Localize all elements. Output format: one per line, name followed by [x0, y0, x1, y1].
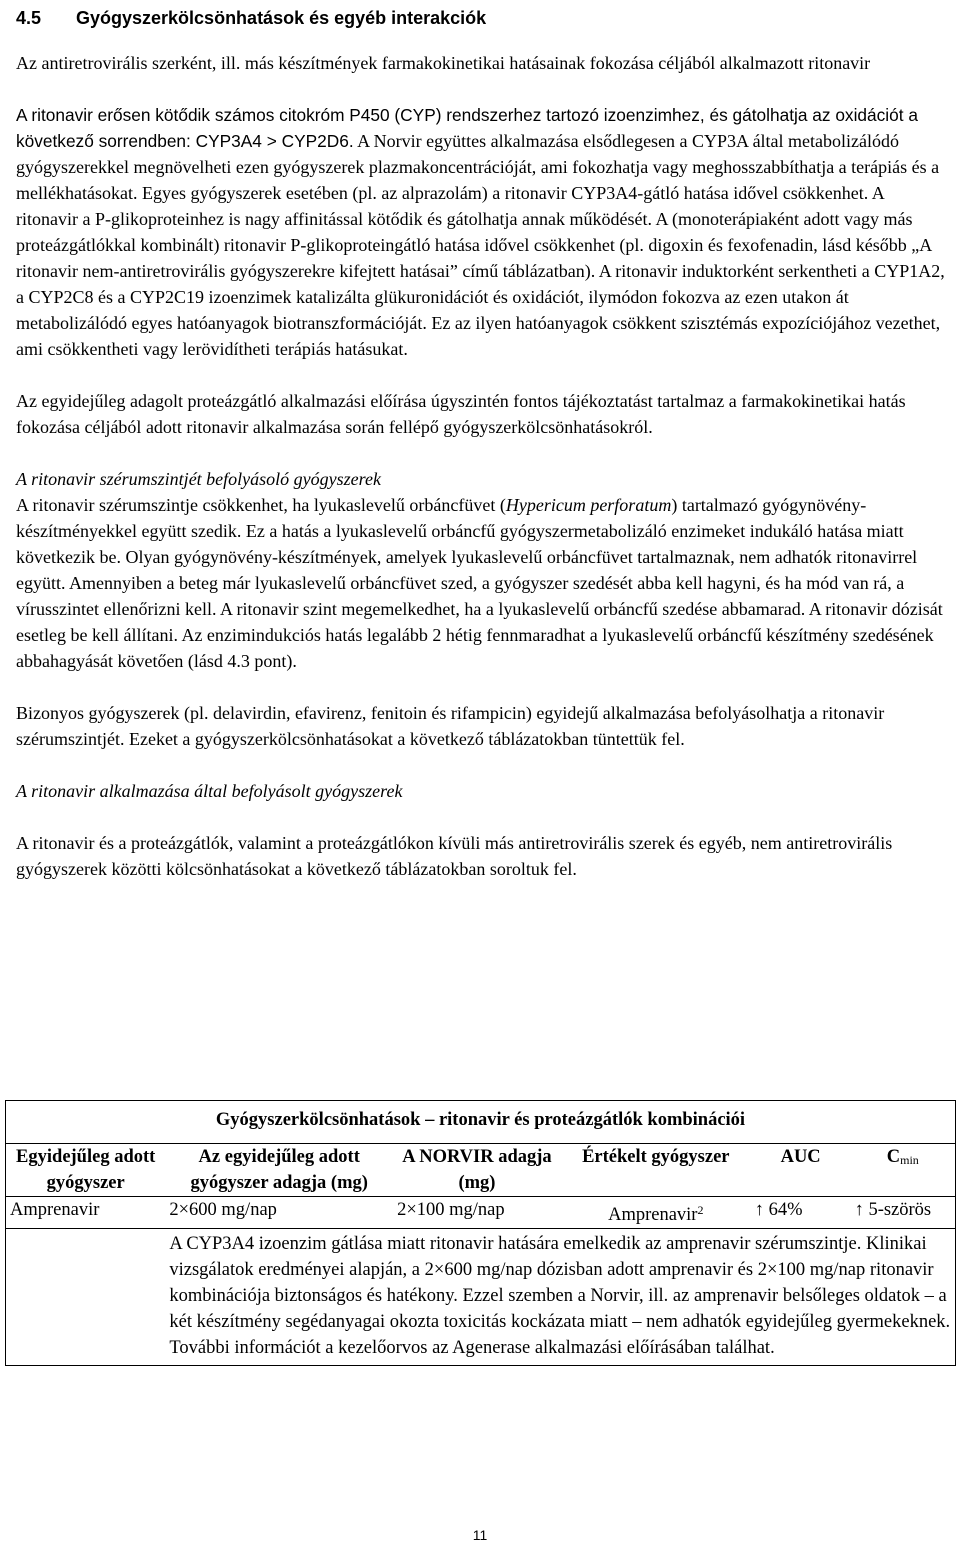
cell-evaluated-name: Amprenavir — [608, 1205, 698, 1225]
cell-norvir-dose: 2×100 mg/nap — [393, 1197, 561, 1229]
table-note: A CYP3A4 izoenzim gátlása miatt ritonavir hatására emelkedik az amprenavir szérumszintje. Klinikai vizsgálatok eredményei alapján, a 2×600 mg/nap dózisban adott amprenavir és 2×100 mg/nap ritonavir kombinációja biztonságos és hatékony. Ezzel szemben a Norvir, ill. az amprenavir belsőleges oldatok – a két készítmény segédanyagai okozta toxicitás kockázata miatt – nem adhatók egyidejűleg gyermekeknek. További információt a kezelőorvos az Agenerase alkalmazási előírásában találhat. — [165, 1229, 955, 1366]
cell-cmin-value: 5-szörös — [868, 1200, 932, 1220]
paragraph-interactions-tables: A ritonavir és a proteázgátlók, valamint a proteázgátlókon kívüli más antiretrovirális szerek és egyéb, nem antiretrovirális gyógyszerek közötti kölcsönhatásokat a következő táblázatokban soroltuk fel. — [16, 833, 893, 879]
species-name: Hypericum perforatum — [505, 495, 672, 515]
intro-heading: Az antiretrovirális szerként, ill. más készítmények farmakokinetikai hatásainak fokozása céljából alkalmazott ritonavir — [16, 53, 871, 73]
cell-auc-value: 64% — [768, 1200, 803, 1220]
para3-part-a: A ritonavir szérumszintje csökkenhet, ha lyukaslevelű orbáncfüvet ( — [16, 495, 506, 515]
table-row — [6, 1197, 956, 1229]
cell-evaluated-footnote: 2 — [697, 1203, 704, 1217]
cell-drug: Amprenavir — [6, 1197, 166, 1229]
subheading-affected-drugs: A ritonavir alkalmazása által befolyásolt gyógyszerek — [16, 781, 403, 801]
section-number: 4.5 — [16, 8, 42, 28]
header-auc: AUC — [751, 1144, 851, 1197]
table-header-row — [6, 1144, 956, 1197]
header-drug: Egyidejűleg adott gyógyszer — [6, 1144, 166, 1197]
header-cmin — [851, 1144, 956, 1197]
paragraph-cyp-rest: A Norvir együttes alkalmazása elsődlegesen a CYP3A által metabolizálódó gyógyszerekkel megnövelheti ezen gyógyszerek plazmakoncentrációját, ami fokozhatja vagy meghosszabbíthatja a terápiás és a mellékhatásokat. Egyes gyógyszerek esetében (pl. az alprazolám) a ritonavir CYP3A4-gátló hatása idővel csökkenhet. A ritonavir a P-glikoproteinhez is nagy affinitással kötődik és gátolhatja annak működését. A (monoterápiaként adott vagy más proteázgátlókkal kombinált) ritonavir P-glikoproteingátló hatása idővel csökkenhet (pl. digoxin és fexofenadin, lásd később „A ritonavir nem-antiretrovirális gyógyszerekre kifejtett hatásai” című táblázatban). A ritonavir induktorként serkentheti a CYP1A2, a CYP2C8 és a CYP2C19 izoenzimek katalizálta glükuronidációt és oxidációt, ilymódon fokozva az ezen utakon át metabolizálódó egyes hatóanyagok biotranszformációját. Ez az ilyen hatóanyagok csökkent szisztémás expozíciójához vezethet, ami csökkentheti vagy lerövidítheti terápiás hatásukat. — [16, 131, 945, 359]
interaction-table — [5, 1100, 956, 1366]
table-caption: Gyógyszerkölcsönhatások – ritonavir és proteázgátlók kombinációi — [6, 1101, 956, 1144]
header-norvir-dose: A NORVIR adagja (mg) — [393, 1144, 561, 1197]
cmin-arrow-icon: ↑ — [854, 1200, 864, 1220]
subheading-serum-level: A ritonavir szérumszintjét befolyásoló gyógyszerek — [16, 469, 381, 489]
paragraph-coadministered: Az egyidejűleg adagolt proteázgátló alkalmazási előírása úgyszintén fontos tájékoztatást tartalmaz a farmakokinetikai hatás fokozása céljából adott ritonavir alkalmazása során fellépő gyógyszerkölcsönhatásokról. — [16, 391, 906, 437]
cell-drug-dose: 2×600 mg/nap — [165, 1197, 393, 1229]
paragraph-st-johns-wort — [16, 492, 946, 674]
para3-part-b: ) tartalmazó gyógynövény-készítményekkel együtt szedik. Ez a hatás a lyukaslevelű orbáncfű gyógyszermetabolizáló enzimeket indukáló hatása miatt következik be. Olyan gyógynövény-készítmények, amelyek lyukaslevelű orbáncfüvet tartalmaznak, nem adhatók ritonavirrel együtt. Amennyiben a beteg már lyukaslevelű orbáncfüvet szed, a gyógyszer szedését abba kell hagyni, és ha mód van rá, a vírusszintet ellenőrizni kell. A ritonavir szint megemelkedhet, ha a lyukaslevelű orbáncfű szedése abbamarad. A ritonavir dózisát esetleg be kell állítani. Az enzimindukciós hatás legalább 2 hétig fennmaradhat a lyukaslevelű orbáncfű készítmény szedésének abbahagyását követően (lásd 4.3 pont). — [16, 495, 943, 671]
cell-cmin — [851, 1197, 956, 1229]
auc-arrow-icon: ↑ — [754, 1200, 764, 1220]
header-cmin-main: C — [886, 1147, 901, 1167]
header-cmin-sub: min — [900, 1153, 919, 1167]
cell-evaluated — [561, 1197, 751, 1229]
header-drug-dose: Az egyidejűleg adott gyógyszer adagja (mg) — [165, 1144, 393, 1197]
page-number: 11 — [472, 1527, 488, 1543]
cell-auc — [751, 1197, 851, 1229]
header-evaluated-drug: Értékelt gyógyszer — [561, 1144, 751, 1197]
section-title: Gyógyszerkölcsönhatások és egyéb interakciók — [76, 8, 487, 28]
section-heading — [16, 6, 946, 30]
paragraph-cyp — [16, 102, 946, 362]
table-note-row — [6, 1229, 956, 1366]
document-page — [16, 0, 946, 882]
paragraph-cyp-sans: A ritonavir erősen kötődik számos citokróm P450 (CYP) rendszerhez tartozó izoenzimhez, és gátolhatja az oxidációt a következő sorrendben: CYP3A4 > CYP2D6. — [16, 105, 918, 151]
paragraph-certain-drugs: Bizonyos gyógyszerek (pl. delavirdin, efavirenz, fenitoin és rifampicin) egyidejű alkalmazása befolyásolhatja a ritonavir szérumszintjét. Ezeket a gyógyszerkölcsönhatásokat a következő táblázatokban tüntettük fel. — [16, 703, 885, 749]
